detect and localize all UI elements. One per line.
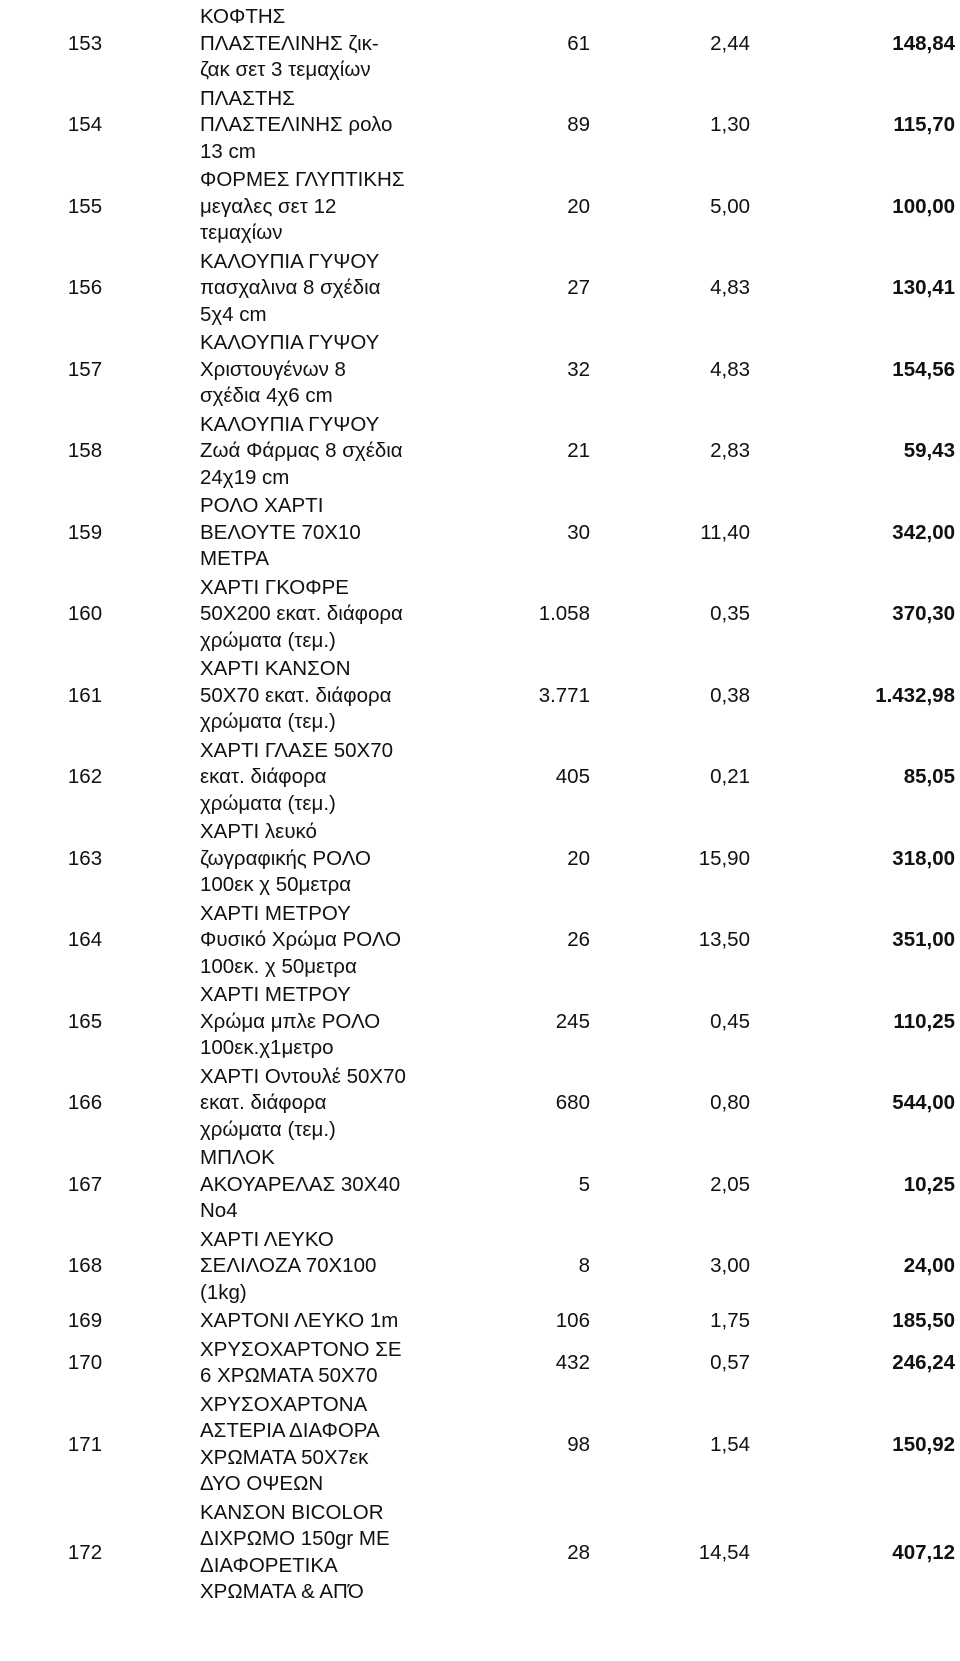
item-total: 1.432,98 bbox=[875, 683, 955, 707]
item-quantity: 8 bbox=[578, 1254, 590, 1278]
item-quantity: 21 bbox=[567, 439, 590, 463]
item-description: ΧΑΡΤΙ ΓΚΟΦΡΕ 50Χ200 εκατ. διάφορα χρώματα (τεμ.) bbox=[200, 575, 403, 652]
item-total: 110,25 bbox=[893, 1009, 955, 1033]
item-number: 170 bbox=[67, 1351, 103, 1374]
item-number: 158 bbox=[67, 439, 103, 463]
item-unit-price: 4,83 bbox=[710, 276, 750, 300]
item-total: 342,00 bbox=[892, 520, 955, 544]
item-number: 171 bbox=[67, 1432, 103, 1456]
item-total: 246,24 bbox=[892, 1351, 955, 1374]
item-total: 154,56 bbox=[892, 357, 955, 381]
item-unit-price: 0,21 bbox=[710, 765, 750, 789]
item-quantity: 432 bbox=[555, 1351, 590, 1374]
item-quantity: 32 bbox=[567, 357, 590, 381]
item-description: ΚΑΛΟΥΠΙΑ ΓΥΨΟΥ Χριστουγένων 8 σχέδια 4χ6 cm bbox=[200, 331, 380, 407]
item-unit-price: 0,80 bbox=[710, 1091, 750, 1115]
item-quantity: 20 bbox=[567, 846, 590, 870]
item-description: ΧΑΡΤΙ ΚΑΝΣΟΝ 50Χ70 εκατ. διάφορα χρώματα (τεμ.) bbox=[200, 657, 392, 733]
item-unit-price: 15,90 bbox=[698, 846, 750, 870]
item-unit-price: 3,00 bbox=[710, 1254, 750, 1278]
item-number: 164 bbox=[67, 928, 103, 952]
item-quantity: 1.058 bbox=[538, 602, 590, 626]
item-total: 318,00 bbox=[892, 846, 955, 870]
item-unit-price: 1,54 bbox=[710, 1432, 750, 1456]
item-quantity: 89 bbox=[567, 113, 590, 137]
item-unit-price: 0,57 bbox=[710, 1351, 750, 1374]
item-description: ΧΑΡΤΙ ΛΕΥΚΟ ΣΕΛΙΛΟΖΑ 70Χ100 (1kg) bbox=[200, 1227, 377, 1304]
item-total: 130,41 bbox=[892, 276, 955, 300]
item-total: 85,05 bbox=[903, 765, 955, 789]
item-description: ΚΑΛΟΥΠΙΑ ΓΥΨΟΥ πασχαλινα 8 σχέδια 5χ4 cm bbox=[200, 249, 381, 326]
item-total: 370,30 bbox=[892, 602, 955, 626]
item-description: ΡΟΛΟ ΧΑΡΤΙ ΒΕΛΟΥΤΕ 70Χ10 ΜΕΤΡΑ bbox=[200, 494, 361, 570]
item-number: 172 bbox=[67, 1540, 103, 1564]
item-total: 544,00 bbox=[892, 1091, 955, 1115]
item-total: 100,00 bbox=[892, 194, 955, 218]
item-description: ΧΑΡΤΙ ΜΕΤΡΟΥ Φυσικό Χρώμα ΡΟΛΟ 100εκ. χ 50μετρα bbox=[200, 901, 402, 978]
item-number: 165 bbox=[67, 1009, 103, 1033]
item-total: 185,50 bbox=[892, 1309, 955, 1333]
item-description: ΧΑΡΤΙ ΜΕΤΡΟΥ Χρώμα μπλε ΡΟΛΟ 100εκ.χ1μετρο bbox=[200, 983, 381, 1059]
item-description: ΧΡΥΣΟΧΑΡΤΟΝΑ ΑΣΤΕΡΙΑ ΔΙΑΦΟΡΑ ΧΡΩΜΑΤΑ 50Χ7εκ ΔΥΟ ΟΨΕΩΝ bbox=[200, 1392, 380, 1495]
item-unit-price: 0,45 bbox=[710, 1009, 750, 1033]
item-unit-price: 1,30 bbox=[710, 113, 750, 137]
item-description: ΚΟΦΤΗΣ ΠΛΑΣΤΕΛΙΝΗΣ ζικ- ζακ σετ 3 τεμαχίων bbox=[200, 5, 379, 81]
item-unit-price: 1,75 bbox=[710, 1309, 750, 1333]
item-total: 351,00 bbox=[892, 928, 955, 952]
item-number: 168 bbox=[67, 1254, 103, 1278]
item-description: ΜΠΛΟΚ ΑΚΟΥΑΡΕΛΑΣ 30Χ40 Νο4 bbox=[200, 1146, 401, 1222]
item-quantity: 61 bbox=[567, 31, 590, 55]
item-quantity: 30 bbox=[567, 520, 590, 544]
item-number: 156 bbox=[67, 276, 103, 300]
item-description: ΠΛΑΣΤΗΣ ΠΛΑΣΤΕΛΙΝΗΣ ρολο 13 cm bbox=[200, 86, 393, 163]
item-total: 24,00 bbox=[903, 1254, 955, 1278]
item-unit-price: 4,83 bbox=[710, 357, 750, 381]
item-number: 169 bbox=[67, 1309, 103, 1333]
item-unit-price: 14,54 bbox=[698, 1540, 750, 1564]
item-number: 153 bbox=[67, 31, 103, 55]
item-quantity: 26 bbox=[567, 928, 590, 952]
item-quantity: 680 bbox=[555, 1091, 590, 1115]
item-total: 407,12 bbox=[892, 1540, 955, 1564]
item-description: ΧΑΡΤΟΝΙ ΛΕΥΚΟ 1m bbox=[200, 1309, 399, 1332]
item-number: 154 bbox=[67, 113, 103, 137]
item-number: 163 bbox=[67, 846, 103, 870]
item-quantity: 3.771 bbox=[538, 683, 590, 707]
item-unit-price: 0,35 bbox=[710, 602, 750, 626]
item-number: 161 bbox=[67, 683, 103, 707]
item-description: ΧΑΡΤΙ ΓΛΑΣΕ 50Χ70 εκατ. διάφορα χρώματα (τεμ.) bbox=[200, 738, 394, 815]
item-quantity: 245 bbox=[555, 1009, 590, 1033]
item-quantity: 106 bbox=[555, 1309, 590, 1333]
item-number: 155 bbox=[67, 194, 103, 218]
item-number: 166 bbox=[67, 1091, 103, 1115]
item-total: 10,25 bbox=[903, 1172, 955, 1196]
item-description: ΧΡΥΣΟΧΑΡΤΟΝΟ ΣΕ 6 ΧΡΩΜΑΤΑ 50Χ70 bbox=[200, 1337, 402, 1387]
item-number: 160 bbox=[67, 602, 103, 626]
item-description: ΦΟΡΜΕΣ ΓΛΥΠΤΙΚΗΣ μεγαλες σετ 12 τεμαχίων bbox=[200, 168, 405, 244]
item-number: 159 bbox=[67, 520, 103, 544]
item-total: 148,84 bbox=[892, 31, 955, 55]
item-total: 150,92 bbox=[892, 1432, 955, 1456]
item-quantity: 98 bbox=[567, 1432, 590, 1456]
item-number: 157 bbox=[67, 357, 103, 381]
item-quantity: 28 bbox=[567, 1540, 590, 1564]
item-unit-price: 2,83 bbox=[710, 439, 750, 463]
item-quantity: 405 bbox=[555, 765, 590, 789]
item-unit-price: 11,40 bbox=[700, 520, 750, 544]
item-quantity: 27 bbox=[567, 276, 590, 300]
item-total: 115,70 bbox=[893, 113, 955, 137]
item-number: 167 bbox=[67, 1172, 103, 1196]
item-number: 162 bbox=[67, 765, 103, 789]
item-unit-price: 2,05 bbox=[710, 1172, 750, 1196]
item-unit-price: 13,50 bbox=[698, 928, 750, 952]
item-description: ΚΑΝΣΟΝ BICOLOR ΔΙΧΡΩΜΟ 150gr ΜΕ ΔΙΑΦΟΡΕΤΙΚΑ ΧΡΩΜΑΤΑ & ΑΠΌ bbox=[200, 1500, 390, 1603]
item-unit-price: 2,44 bbox=[710, 31, 750, 55]
item-unit-price: 0,38 bbox=[710, 683, 750, 707]
item-description: ΚΑΛΟΥΠΙΑ ΓΥΨΟΥ Ζωά Φάρμας 8 σχέδια 24χ19 cm bbox=[200, 412, 403, 489]
item-quantity: 20 bbox=[567, 194, 590, 218]
item-quantity: 5 bbox=[578, 1172, 590, 1196]
item-description: ΧΑΡΤΙ Οντουλέ 50Χ70 εκατ. διάφορα χρώματα (τεμ.) bbox=[200, 1064, 406, 1141]
item-description: ΧΑΡΤΙ λευκό ζωγραφικής ΡΟΛΟ 100εκ χ 50μετρα bbox=[200, 820, 371, 896]
item-total: 59,43 bbox=[903, 439, 955, 463]
item-unit-price: 5,00 bbox=[710, 194, 750, 218]
